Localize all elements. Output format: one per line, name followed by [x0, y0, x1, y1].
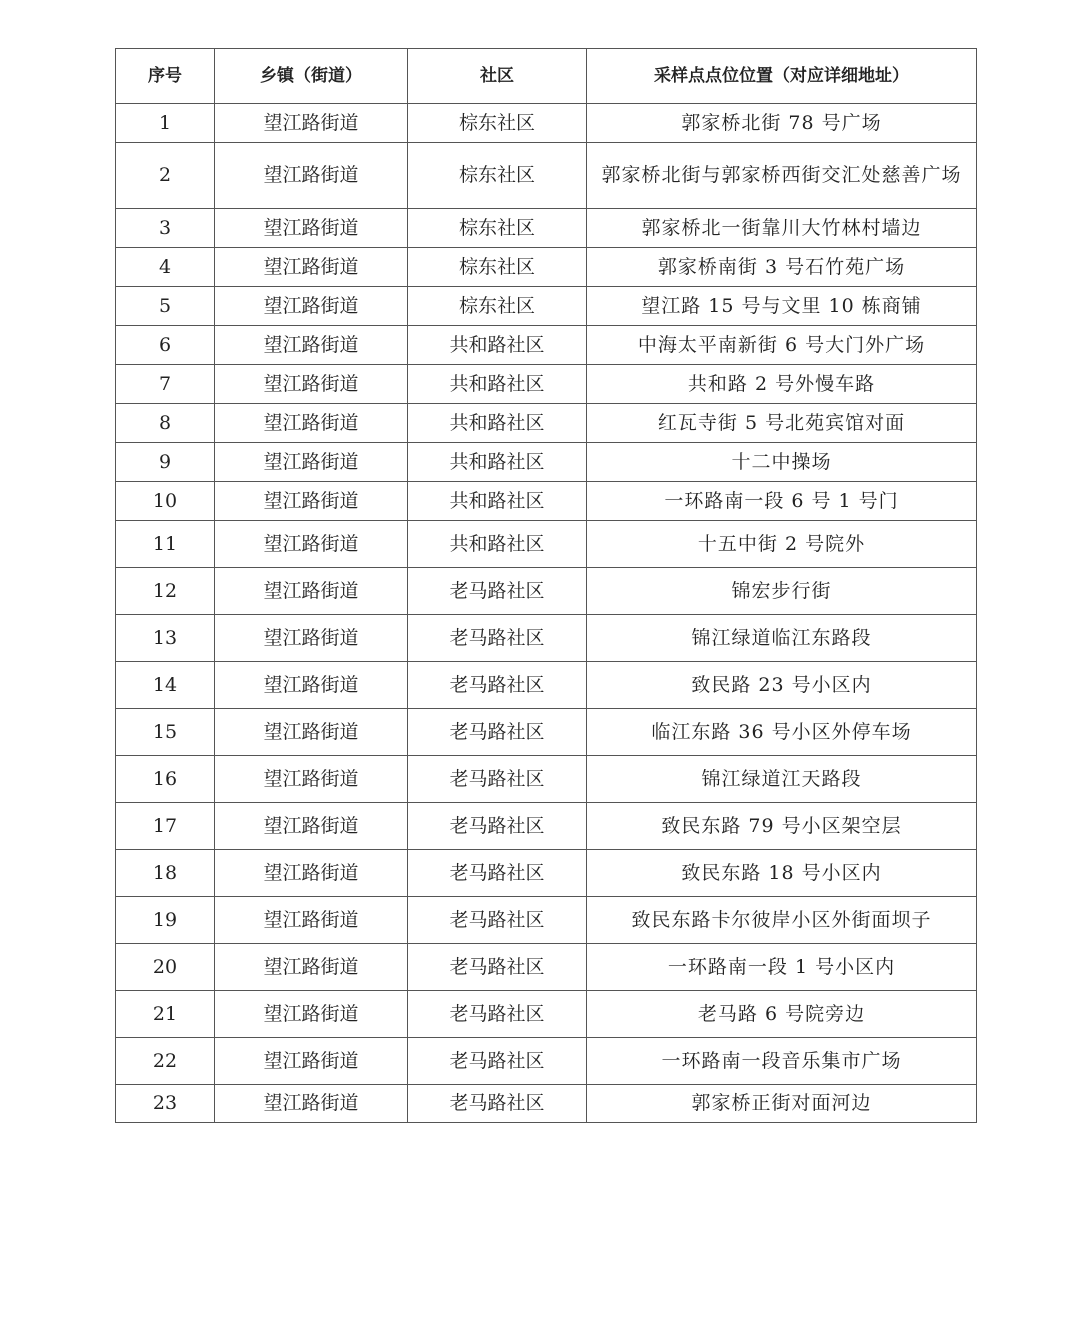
- cell-sampling-address: 郭家桥南街 3 号石竹苑广场: [587, 248, 977, 287]
- cell-community: 老马路社区: [408, 803, 587, 850]
- cell-town-street: 望江路街道: [215, 709, 408, 756]
- table-row: [116, 1085, 977, 1123]
- cell-serial-number: 8: [116, 404, 215, 443]
- cell-serial-number: 4: [116, 248, 215, 287]
- table-row: [116, 803, 977, 850]
- cell-community: 共和路社区: [408, 404, 587, 443]
- cell-sampling-address: 红瓦寺街 5 号北苑宾馆对面: [587, 404, 977, 443]
- cell-sampling-address: 一环路南一段音乐集市广场: [587, 1038, 977, 1085]
- cell-community: 老马路社区: [408, 991, 587, 1038]
- cell-sampling-address: 锦宏步行街: [587, 568, 977, 615]
- cell-sampling-address: 致民东路卡尔彼岸小区外街面坝子: [587, 897, 977, 944]
- cell-community: 老马路社区: [408, 944, 587, 991]
- cell-town-street: 望江路街道: [215, 756, 408, 803]
- header-sampling-address: 采样点点位位置（对应详细地址）: [587, 49, 977, 104]
- table-row: [116, 850, 977, 897]
- table-row: [116, 991, 977, 1038]
- cell-sampling-address: 一环路南一段 1 号小区内: [587, 944, 977, 991]
- cell-serial-number: 2: [116, 143, 215, 209]
- cell-town-street: 望江路街道: [215, 248, 408, 287]
- cell-serial-number: 9: [116, 443, 215, 482]
- cell-community: 老马路社区: [408, 897, 587, 944]
- cell-sampling-address: 致民路 23 号小区内: [587, 662, 977, 709]
- cell-town-street: 望江路街道: [215, 850, 408, 897]
- table-row: [116, 568, 977, 615]
- cell-town-street: 望江路街道: [215, 287, 408, 326]
- header-serial-number: 序号: [116, 49, 215, 104]
- cell-town-street: 望江路街道: [215, 443, 408, 482]
- cell-town-street: 望江路街道: [215, 143, 408, 209]
- header-community: 社区: [408, 49, 587, 104]
- cell-community: 老马路社区: [408, 709, 587, 756]
- cell-serial-number: 19: [116, 897, 215, 944]
- cell-serial-number: 23: [116, 1085, 215, 1123]
- cell-town-street: 望江路街道: [215, 404, 408, 443]
- cell-serial-number: 21: [116, 991, 215, 1038]
- table-row: [116, 756, 977, 803]
- cell-community: 共和路社区: [408, 443, 587, 482]
- cell-community: 老马路社区: [408, 568, 587, 615]
- cell-sampling-address: 郭家桥北街 78 号广场: [587, 104, 977, 143]
- table-row: [116, 443, 977, 482]
- table-row: [116, 104, 977, 143]
- cell-sampling-address: 中海太平南新街 6 号大门外广场: [587, 326, 977, 365]
- cell-town-street: 望江路街道: [215, 662, 408, 709]
- cell-community: 棕东社区: [408, 143, 587, 209]
- cell-town-street: 望江路街道: [215, 1038, 408, 1085]
- cell-town-street: 望江路街道: [215, 944, 408, 991]
- cell-sampling-address: 一环路南一段 6 号 1 号门: [587, 482, 977, 521]
- cell-serial-number: 5: [116, 287, 215, 326]
- table-header-row: [116, 49, 977, 104]
- cell-serial-number: 7: [116, 365, 215, 404]
- cell-community: 共和路社区: [408, 482, 587, 521]
- cell-community: 棕东社区: [408, 209, 587, 248]
- cell-town-street: 望江路街道: [215, 326, 408, 365]
- cell-serial-number: 17: [116, 803, 215, 850]
- cell-town-street: 望江路街道: [215, 365, 408, 404]
- cell-serial-number: 16: [116, 756, 215, 803]
- cell-town-street: 望江路街道: [215, 521, 408, 568]
- cell-sampling-address: 望江路 15 号与文里 10 栋商铺: [587, 287, 977, 326]
- cell-community: 老马路社区: [408, 615, 587, 662]
- cell-serial-number: 6: [116, 326, 215, 365]
- cell-sampling-address: 郭家桥北街与郭家桥西街交汇处慈善广场: [587, 143, 977, 209]
- cell-serial-number: 12: [116, 568, 215, 615]
- header-town-street: 乡镇（街道）: [215, 49, 408, 104]
- cell-sampling-address: 郭家桥北一街靠川大竹林村墙边: [587, 209, 977, 248]
- cell-community: 老马路社区: [408, 1085, 587, 1123]
- cell-town-street: 望江路街道: [215, 568, 408, 615]
- table-row: [116, 326, 977, 365]
- table-row: [116, 662, 977, 709]
- cell-town-street: 望江路街道: [215, 209, 408, 248]
- cell-sampling-address: 共和路 2 号外慢车路: [587, 365, 977, 404]
- cell-serial-number: 11: [116, 521, 215, 568]
- cell-town-street: 望江路街道: [215, 897, 408, 944]
- cell-sampling-address: 十五中街 2 号院外: [587, 521, 977, 568]
- cell-sampling-address: 致民东路 79 号小区架空层: [587, 803, 977, 850]
- cell-serial-number: 10: [116, 482, 215, 521]
- cell-serial-number: 14: [116, 662, 215, 709]
- cell-community: 老马路社区: [408, 756, 587, 803]
- table-row: [116, 615, 977, 662]
- cell-community: 老马路社区: [408, 1038, 587, 1085]
- cell-town-street: 望江路街道: [215, 1085, 408, 1123]
- table-row: [116, 944, 977, 991]
- table-row: [116, 404, 977, 443]
- cell-sampling-address: 锦江绿道临江东路段: [587, 615, 977, 662]
- cell-serial-number: 13: [116, 615, 215, 662]
- cell-community: 棕东社区: [408, 248, 587, 287]
- cell-sampling-address: 老马路 6 号院旁边: [587, 991, 977, 1038]
- cell-community: 老马路社区: [408, 662, 587, 709]
- table-row: [116, 287, 977, 326]
- cell-sampling-address: 临江东路 36 号小区外停车场: [587, 709, 977, 756]
- cell-serial-number: 20: [116, 944, 215, 991]
- cell-community: 棕东社区: [408, 104, 587, 143]
- table-row: [116, 248, 977, 287]
- table-row: [116, 1038, 977, 1085]
- cell-serial-number: 18: [116, 850, 215, 897]
- cell-town-street: 望江路街道: [215, 803, 408, 850]
- table-row: [116, 709, 977, 756]
- cell-sampling-address: 致民东路 18 号小区内: [587, 850, 977, 897]
- cell-town-street: 望江路街道: [215, 615, 408, 662]
- cell-community: 共和路社区: [408, 326, 587, 365]
- cell-serial-number: 22: [116, 1038, 215, 1085]
- cell-serial-number: 15: [116, 709, 215, 756]
- cell-town-street: 望江路街道: [215, 104, 408, 143]
- table-row: [116, 897, 977, 944]
- table-row: [116, 209, 977, 248]
- table-row: [116, 482, 977, 521]
- cell-serial-number: 1: [116, 104, 215, 143]
- cell-town-street: 望江路街道: [215, 991, 408, 1038]
- cell-town-street: 望江路街道: [215, 482, 408, 521]
- cell-sampling-address: 郭家桥正街对面河边: [587, 1085, 977, 1123]
- table-row: [116, 365, 977, 404]
- cell-community: 共和路社区: [408, 365, 587, 404]
- cell-serial-number: 3: [116, 209, 215, 248]
- sampling-sites-table: [115, 48, 977, 1123]
- cell-sampling-address: 十二中操场: [587, 443, 977, 482]
- table-row: [116, 143, 977, 209]
- cell-community: 老马路社区: [408, 850, 587, 897]
- cell-community: 共和路社区: [408, 521, 587, 568]
- cell-sampling-address: 锦江绿道江天路段: [587, 756, 977, 803]
- cell-community: 棕东社区: [408, 287, 587, 326]
- table-row: [116, 521, 977, 568]
